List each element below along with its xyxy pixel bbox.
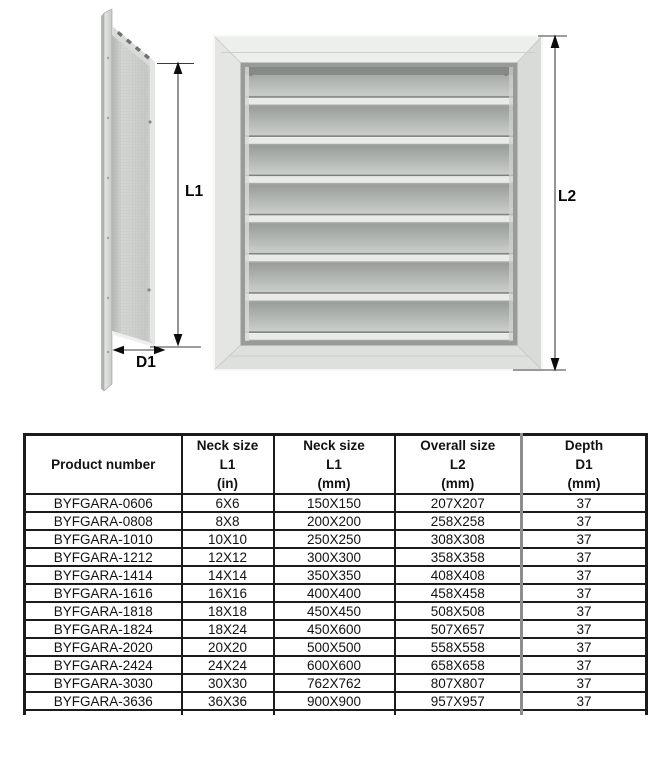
table-row bbox=[25, 548, 647, 566]
cell-neck-size-mm: 500X500 bbox=[274, 638, 395, 656]
cell-neck-size-mm: 400X400 bbox=[274, 584, 395, 602]
cell-product-number: BYFGARA-2424 bbox=[25, 656, 182, 674]
cell-neck-size-in: 12X12 bbox=[182, 548, 274, 566]
header-overall-size bbox=[395, 435, 522, 495]
cell-overall-size: 358X358 bbox=[395, 548, 522, 566]
cell-overall-size: 658X658 bbox=[395, 656, 522, 674]
table-row bbox=[25, 566, 647, 584]
cell-neck-size-mm: 150X150 bbox=[274, 494, 395, 512]
cell-neck-size-mm: 450X450 bbox=[274, 602, 395, 620]
cell-neck-size-in: 8X8 bbox=[182, 512, 274, 530]
header-text: D1 bbox=[575, 457, 593, 473]
cell-neck-size-in: 14X14 bbox=[182, 566, 274, 584]
cell-product-number: BYFGARA-0808 bbox=[25, 512, 182, 530]
stub-cell bbox=[25, 710, 182, 715]
dimension-label-l2: L2 bbox=[558, 188, 577, 205]
cell-product-number: BYFGARA-1212 bbox=[25, 548, 182, 566]
cell-depth: 37 bbox=[522, 638, 647, 656]
l1-dimension-lines bbox=[150, 64, 204, 348]
cell-overall-size: 957X957 bbox=[395, 692, 522, 710]
cell-overall-size: 458X458 bbox=[395, 584, 522, 602]
cell-depth: 37 bbox=[522, 566, 647, 584]
cell-neck-size-in: 10X10 bbox=[182, 530, 274, 548]
frame-left bbox=[213, 35, 245, 371]
cell-product-number: BYFGARA-1616 bbox=[25, 584, 182, 602]
stub-cell bbox=[522, 710, 647, 715]
stub-cell bbox=[182, 710, 274, 715]
cell-depth: 37 bbox=[522, 584, 647, 602]
table-row bbox=[25, 674, 647, 692]
cell-depth: 37 bbox=[522, 674, 647, 692]
cell-depth: 37 bbox=[522, 548, 647, 566]
cell-neck-size-in: 6X6 bbox=[182, 494, 274, 512]
header-text: Neck size bbox=[303, 438, 365, 453]
cell-depth: 37 bbox=[522, 656, 647, 674]
table-row bbox=[25, 530, 647, 548]
header-text: L1 bbox=[219, 457, 236, 473]
side-view bbox=[101, 9, 155, 391]
cell-overall-size: 308X308 bbox=[395, 530, 522, 548]
stub-cell bbox=[395, 710, 522, 715]
header-text: Depth bbox=[564, 438, 604, 453]
cell-product-number: BYFGARA-2020 bbox=[25, 638, 182, 656]
header-text: Neck size bbox=[196, 438, 259, 453]
cell-product-number: BYFGARA-1010 bbox=[25, 530, 182, 548]
cell-depth: 37 bbox=[522, 512, 647, 530]
cell-product-number: BYFGARA-1818 bbox=[25, 602, 182, 620]
louver-left-highlight bbox=[245, 67, 249, 341]
table-row bbox=[25, 584, 647, 602]
cell-overall-size: 508X508 bbox=[395, 602, 522, 620]
cell-neck-size-mm: 600X600 bbox=[274, 656, 395, 674]
cell-neck-size-mm: 250X250 bbox=[274, 530, 395, 548]
cell-neck-size-mm: 762X762 bbox=[274, 674, 395, 692]
cell-depth: 37 bbox=[522, 692, 647, 710]
table-row bbox=[25, 692, 647, 710]
header-product-number bbox=[25, 435, 182, 495]
side-view-right-edge bbox=[150, 59, 155, 344]
stub-cell bbox=[274, 710, 395, 715]
louver-top-shadow bbox=[245, 67, 513, 75]
side-view-mesh-texture bbox=[112, 26, 155, 344]
table-row bbox=[25, 620, 647, 638]
table-row bbox=[25, 638, 647, 656]
table-row bbox=[25, 656, 647, 674]
cell-overall-size: 207X207 bbox=[395, 494, 522, 512]
dimension-label-d1: D1 bbox=[136, 354, 156, 371]
cell-product-number: BYFGARA-1824 bbox=[25, 620, 182, 638]
flange-edge bbox=[101, 13, 104, 391]
cell-neck-size-in: 16X16 bbox=[182, 584, 274, 602]
table-bottom-stub bbox=[25, 710, 647, 715]
table-row bbox=[25, 602, 647, 620]
louver-right-highlight bbox=[509, 67, 513, 341]
header-depth bbox=[522, 435, 647, 495]
header-text: Overall size bbox=[420, 438, 496, 453]
cell-overall-size: 258X258 bbox=[395, 512, 522, 530]
cell-neck-size-mm: 350X350 bbox=[274, 566, 395, 584]
side-view-flange bbox=[104, 9, 112, 391]
cell-neck-size-in: 18X24 bbox=[182, 620, 274, 638]
frame-top bbox=[213, 35, 543, 67]
header-text: L2 bbox=[449, 457, 466, 473]
cell-depth: 37 bbox=[522, 620, 647, 638]
cell-product-number: BYFGARA-0606 bbox=[25, 494, 182, 512]
cell-overall-size: 807X807 bbox=[395, 674, 522, 692]
cell-depth: 37 bbox=[522, 494, 647, 512]
cell-neck-size-mm: 900X900 bbox=[274, 692, 395, 710]
cell-product-number: BYFGARA-3030 bbox=[25, 674, 182, 692]
cell-neck-size-mm: 200X200 bbox=[274, 512, 395, 530]
table-row bbox=[25, 512, 647, 530]
cell-product-number: BYFGARA-1414 bbox=[25, 566, 182, 584]
cell-neck-size-mm: 450X600 bbox=[274, 620, 395, 638]
header-neck-size-in bbox=[182, 435, 274, 495]
header-text: L1 bbox=[326, 457, 342, 473]
dimension-label-l1: L1 bbox=[185, 183, 204, 200]
cell-neck-size-in: 18X18 bbox=[182, 602, 274, 620]
cell-product-number: BYFGARA-3636 bbox=[25, 692, 182, 710]
spec-table bbox=[23, 433, 648, 715]
cell-neck-size-in: 36X36 bbox=[182, 692, 274, 710]
cell-overall-size: 507X657 bbox=[395, 620, 522, 638]
cell-neck-size-in: 24X24 bbox=[182, 656, 274, 674]
header-neck-size-mm bbox=[274, 435, 395, 495]
cell-neck-size-in: 20X20 bbox=[182, 638, 274, 656]
cell-depth: 37 bbox=[522, 530, 647, 548]
cell-neck-size-mm: 300X300 bbox=[274, 548, 395, 566]
header-text: (mm) bbox=[567, 476, 601, 492]
front-view bbox=[213, 35, 543, 371]
header-text: (mm) bbox=[317, 476, 351, 492]
cell-overall-size: 558X558 bbox=[395, 638, 522, 656]
cell-neck-size-in: 30X30 bbox=[182, 674, 274, 692]
cell-overall-size: 408X408 bbox=[395, 566, 522, 584]
louver-slats bbox=[245, 67, 513, 341]
header-text: (in) bbox=[217, 476, 238, 492]
header-row bbox=[25, 435, 647, 495]
table-row bbox=[25, 494, 647, 512]
header-text: (mm) bbox=[441, 476, 475, 492]
header-text: Product number bbox=[51, 457, 156, 473]
cell-depth: 37 bbox=[522, 602, 647, 620]
